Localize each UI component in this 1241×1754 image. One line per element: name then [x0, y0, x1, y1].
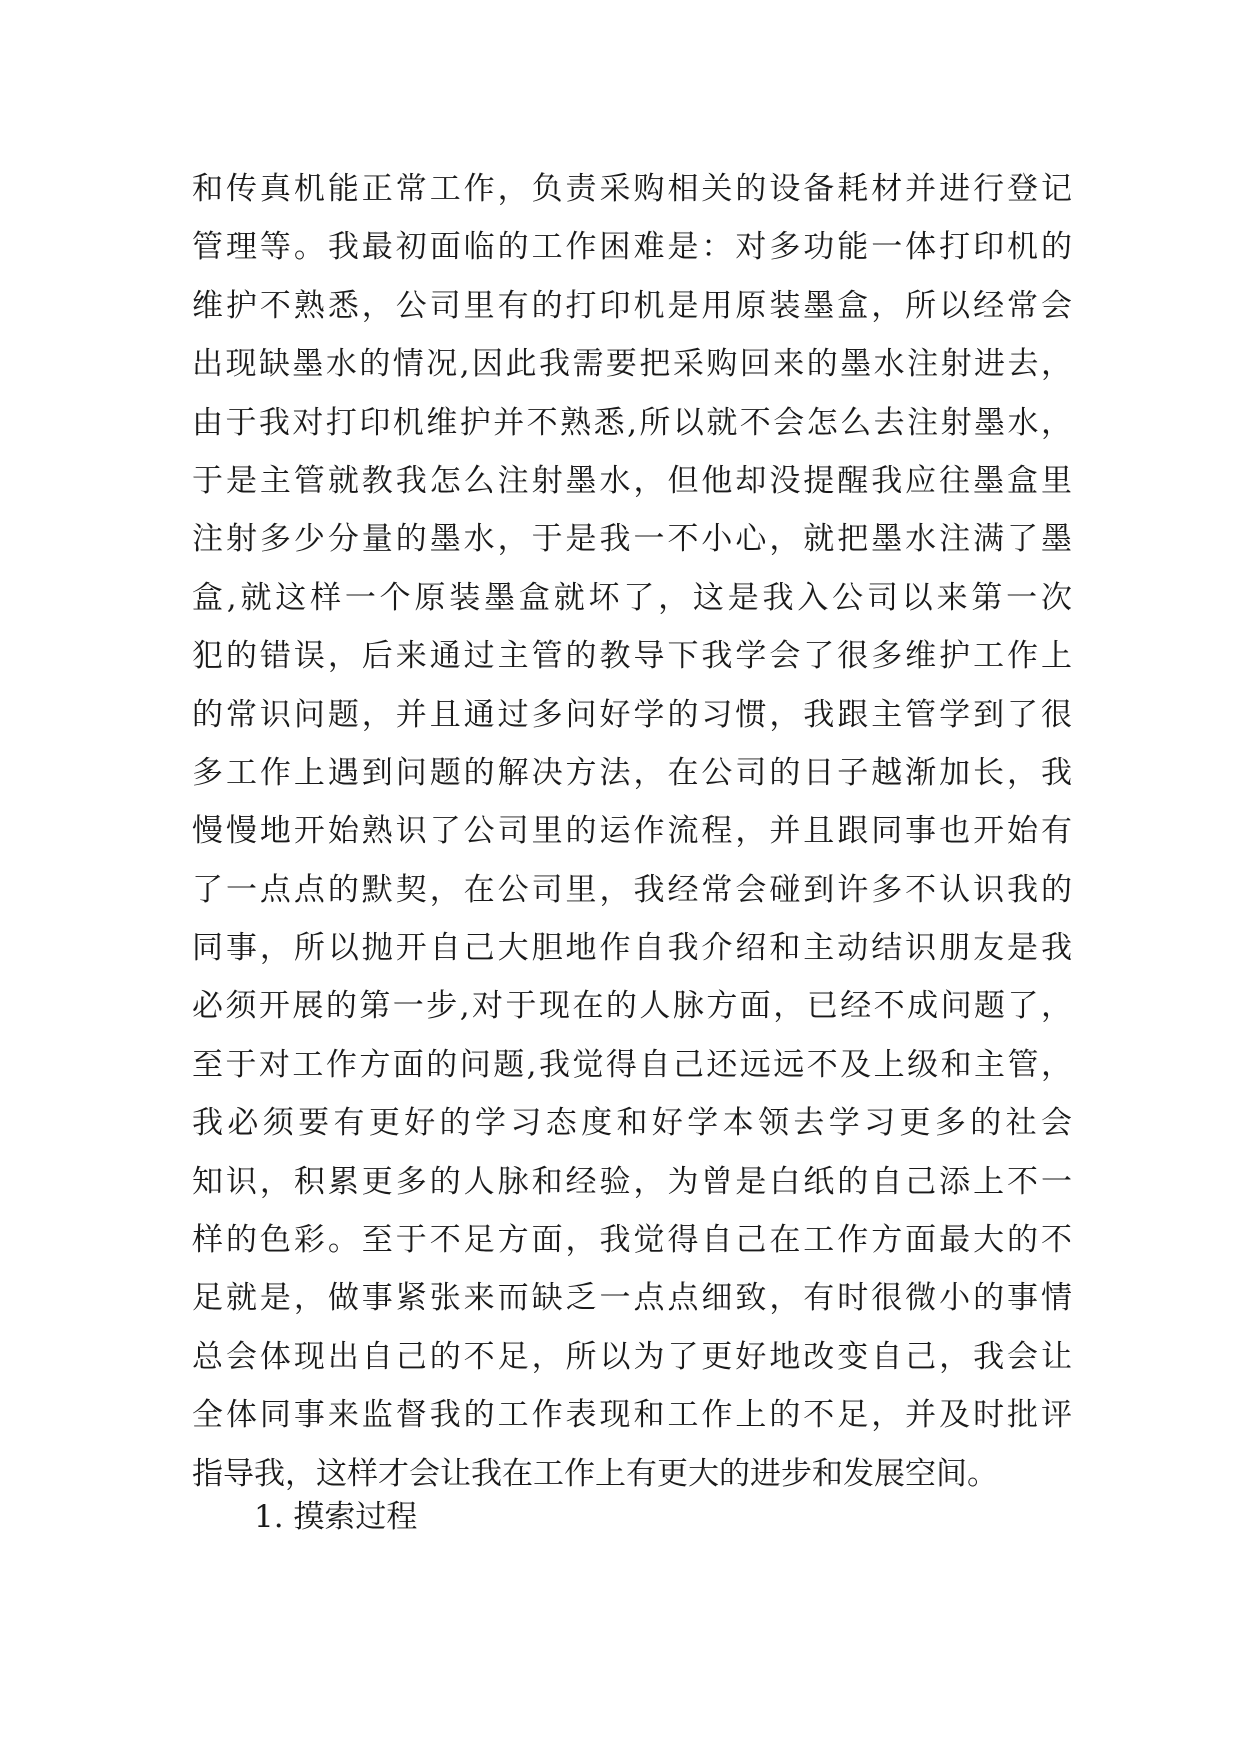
paragraph-line: 慢慢地开始熟识了公司里的运作流程，并且跟同事也开始有	[192, 813, 1072, 850]
paragraph-line: 多工作上遇到问题的解决方法，在公司的日子越渐加长，我	[192, 754, 1072, 791]
paragraph-line: 全体同事来监督我的工作表现和工作上的不足，并及时批评	[192, 1397, 1072, 1434]
paragraph-line: 出现缺墨水的情况,因此我需要把采购回来的墨水注射进去，	[192, 346, 1072, 383]
paragraph-line: 总会体现出自己的不足，所以为了更好地改变自己，我会让	[192, 1338, 1072, 1375]
paragraph-line: 犯的错误，后来通过主管的教导下我学会了很多维护工作上	[192, 638, 1072, 675]
section-heading: 1. 摸索过程	[254, 1499, 418, 1535]
paragraph-line: 盒,就这样一个原装墨盒就坏了，这是我入公司以来第一次	[192, 579, 1072, 616]
paragraph-line: 我必须要有更好的学习态度和好学本领去学习更多的社会	[192, 1105, 1072, 1142]
paragraph-line: 注射多少分量的墨水，于是我一不小心，就把墨水注满了墨	[192, 521, 1072, 558]
paragraph-line: 管理等。我最初面临的工作困难是：对多功能一体打印机的	[192, 229, 1072, 266]
paragraph-line: 至于对工作方面的问题,我觉得自己还远远不及上级和主管，	[192, 1046, 1072, 1083]
paragraph-line: 样的色彩。至于不足方面，我觉得自己在工作方面最大的不	[192, 1222, 1072, 1259]
paragraph-line: 必须开展的第一步,对于现在的人脉方面，已经不成问题了，	[192, 988, 1072, 1025]
paragraph-line: 知识，积累更多的人脉和经验，为曾是白纸的自己添上不一	[192, 1163, 1072, 1200]
paragraph-line: 足就是，做事紧张来而缺乏一点点细致，有时很微小的事情	[192, 1280, 1072, 1317]
paragraph-line: 和传真机能正常工作，负责采购相关的设备耗材并进行登记	[192, 171, 1072, 207]
paragraph-line: 了一点点的默契，在公司里，我经常会碰到许多不认识我的	[192, 871, 1072, 908]
paragraph-line: 由于我对打印机维护并不熟悉,所以就不会怎么去注射墨水，	[192, 404, 1072, 441]
paragraph-line: 同事，所以抛开自己大胆地作自我介绍和主动结识朋友是我	[192, 930, 1072, 967]
paragraph-line: 的常识问题，并且通过多问好学的习惯，我跟主管学到了很	[192, 696, 1072, 733]
paragraph-line: 指导我，这样才会让我在工作上有更大的进步和发展空间。	[192, 1455, 998, 1492]
paragraph-line: 于是主管就教我怎么注射墨水，但他却没提醒我应往墨盒里	[192, 462, 1072, 499]
body-paragraph	[192, 160, 1072, 1503]
paragraph-line: 维护不熟悉，公司里有的打印机是用原装墨盒，所以经常会	[192, 287, 1072, 324]
